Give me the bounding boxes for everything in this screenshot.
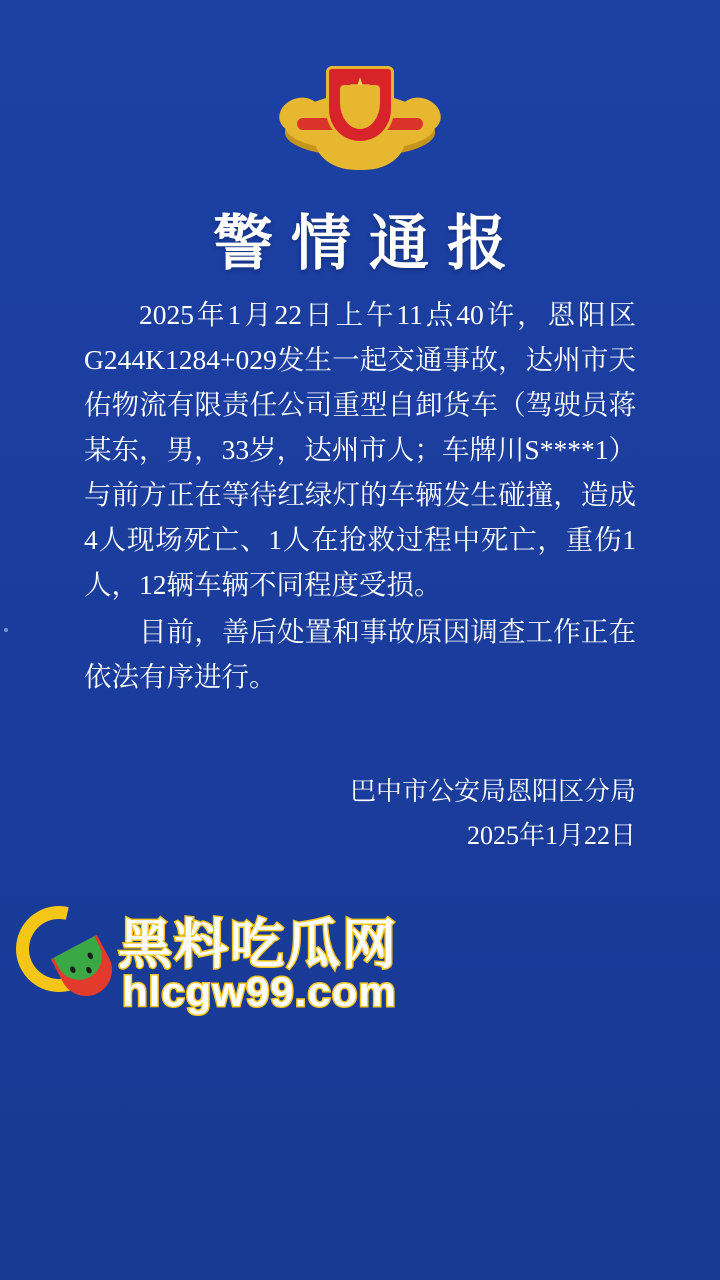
emblem-container [0,58,720,176]
watermelon-logo-icon [14,904,118,1008]
issue-date: 2025年1月22日 [466,821,636,850]
emblem-shield-inner [340,85,380,129]
watermark-url: hlcgw99.com [122,968,397,1015]
announcement-paragraph-1: 2025年1月22日上午11点40许，恩阳区G244K1284+029发生一起交通事故，达州市天佑物流有限责任公司重型自卸货车（驾驶员蒋某东，男，33岁，达州市人；车牌川S****1）与前方正在等待红绿灯的车辆发生碰撞，造成4人现场死亡、1人在抢救过程中死亡，重伤1人，12辆车辆不同程度受损。 [84,299,636,600]
emblem-base [315,140,405,170]
emblem-shield [326,66,394,144]
issuing-authority: 巴中市公安局恩阳区分局 [349,777,636,806]
page-title: 警情通报 [213,211,525,277]
announcement-paragraph-2: 目前，善后处置和事故原因调查工作正在依法有序进行。 [84,616,636,692]
logo-seed [85,966,93,975]
watermark-block [14,896,444,1032]
watermark-brand: 黑料吃瓜网 [118,915,398,975]
edge-artifact [4,628,8,632]
signature-block [0,770,720,858]
logo-seed [86,952,94,961]
logo-seed [69,965,77,974]
announcement-body [84,292,636,701]
police-emblem-icon [285,58,435,176]
